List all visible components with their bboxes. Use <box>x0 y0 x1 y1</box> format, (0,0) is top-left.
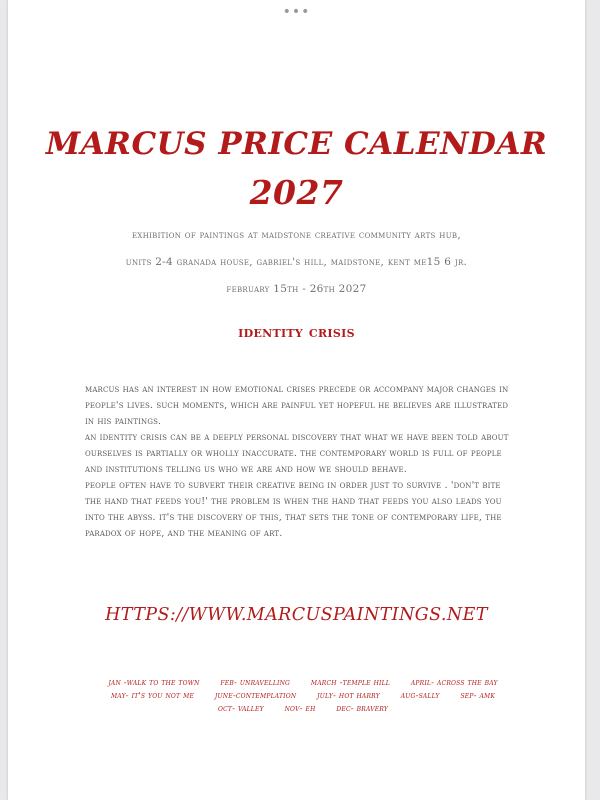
month-item: aug-sally <box>400 690 440 700</box>
month-item: march -temple hill <box>310 677 390 687</box>
website-link[interactable]: HTTPS://WWW.MARCUSPAINTINGS.NET <box>105 605 488 625</box>
description-paragraph: marcus has an interest in how emotional crises precede or accompany major changes in people's lives. such moments, which are painful yet hopeful he believes are illustrated in his paintings. <box>85 384 509 427</box>
calendar-year: 2027 <box>249 173 344 212</box>
calendar-page <box>8 0 585 800</box>
month-item: dec- bravery <box>336 703 389 713</box>
month-item: oct- valley <box>217 703 264 713</box>
exhibition-address-line: units 2-4 granada house, gabriel's hill, maidstone, kent me15 6 jr. <box>125 256 468 268</box>
exhibition-venue-line: exhibition of paintings at maidstone creative community arts hub, <box>132 229 461 241</box>
month-item: nov- eh <box>284 703 316 713</box>
month-item: july- hot harry <box>317 690 380 700</box>
month-item: may- it's you not me <box>110 690 195 700</box>
month-item: sep- amk <box>460 690 496 700</box>
month-titles-list <box>88 676 518 715</box>
description-paragraph: an identity crisis can be a deeply personal discovery that what we have been told about ourselves is partially or wholly inaccurate. the contemporary world is full of people and institutions telling us who we are and how we should behave. <box>85 432 509 475</box>
month-item: april- across the bay <box>410 677 498 687</box>
month-item: june-contemplation <box>214 690 297 700</box>
month-item: feb- unravelling <box>220 677 291 687</box>
month-item: jan -walk to the town <box>108 677 200 687</box>
exhibition-dates: february 15th - 26th 2027 <box>226 283 367 295</box>
calendar-title: MARCUS PRICE CALENDAR <box>45 126 548 162</box>
more-options-icon[interactable]: ••• <box>282 4 311 20</box>
description-text <box>85 382 520 542</box>
description-paragraph: people often have to subvert their creative being in order just to survive . 'don't bite the hand that feeds you!' the problem is when the hand that feeds you also leads you into the abyss. it's the discovery of this, that sets the tone of contemporary life, the paradox of hope, and the meaning of art. <box>85 480 502 539</box>
exhibition-theme-title: identity crisis <box>238 322 355 341</box>
